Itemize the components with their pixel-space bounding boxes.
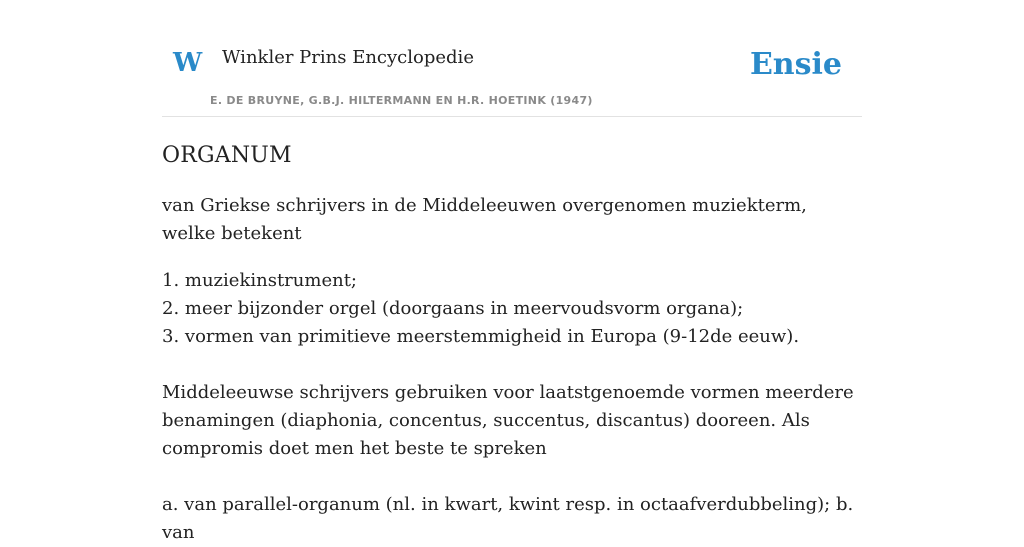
list-item: 2. meer bijzonder orgel (doorgaans in meervoudsvorm organa); <box>162 298 744 319</box>
page <box>162 0 862 547</box>
article-headword: ORGANUM <box>162 143 292 168</box>
list-item: 3. vormen van primitieve meerstemmigheid in Europa (9-12de eeuw). <box>162 326 800 347</box>
ensie-logo[interactable]: Ensie <box>749 47 842 82</box>
authors-line: E. DE BRUYNE, G.B.J. HILTERMANN EN H.R. HOETINK (1947) <box>210 94 593 107</box>
site-title[interactable]: Winkler Prins Encyclopedie <box>222 47 474 68</box>
article-intro: van Griekse schrijvers in de Middeleeuwen overgenomen muziekterm, welke betekent <box>162 195 807 244</box>
list-item: 1. muziekinstrument; <box>162 270 357 291</box>
article-paragraph: Middeleeuwse schrijvers gebruiken voor laatstgenoemde vormen meerdere benamingen (diaphonia, concentus, succentus, discantus) dooreen. Als compromis doet men het beste te spreken <box>162 382 854 459</box>
article <box>162 141 862 547</box>
site-header <box>162 0 862 117</box>
article-paragraph: a. van parallel-organum (nl. in kwart, kwint resp. in octaafverdubbeling); b. van <box>162 494 854 543</box>
winkler-prins-logo[interactable]: W <box>173 48 203 78</box>
meaning-list <box>162 267 862 351</box>
